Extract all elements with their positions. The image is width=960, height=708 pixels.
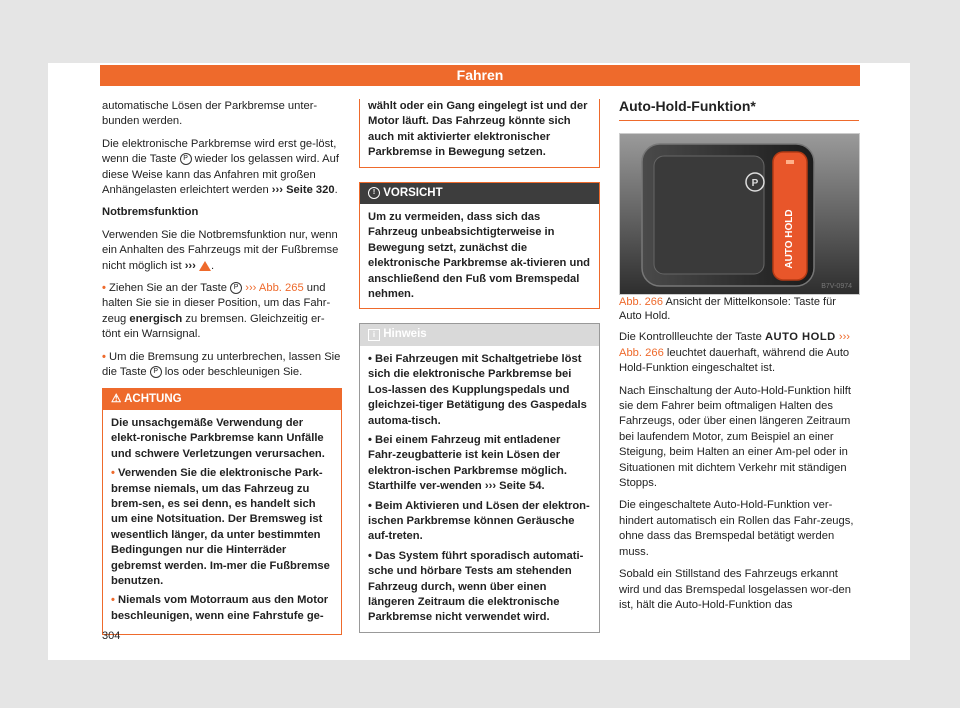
subtitle: Notbremsfunktion	[102, 206, 199, 219]
note-title: Hinweis	[383, 328, 427, 341]
caption-text: Ansicht der Mittelkonsole: Taste für Auto Hold.	[619, 296, 836, 323]
figure-code: B7V-0974	[821, 283, 852, 291]
list-item	[102, 281, 342, 343]
list-item	[368, 499, 591, 545]
column-1	[102, 99, 342, 635]
paragraph: automatische Lösen der Parkbremse unter-bunden werden.	[102, 100, 318, 128]
bullet-icon: •	[102, 350, 106, 363]
page-reference-link[interactable]: ››› Seite 320	[271, 184, 335, 197]
note-box-header	[360, 324, 599, 345]
text: Um die Bremsung zu unterbrechen, lassen Sie die Taste	[102, 350, 341, 379]
reference-arrow: ›››	[184, 259, 196, 272]
paragraph: Verwenden Sie die Notbremsfunktion nur, wenn ein Anhalten des Fahrzeugs mit der Fußbremse nicht möglich ist ››› .	[102, 228, 339, 272]
text: Bei einem Fahrzeug mit entladener Fahr-zeugbatterie ist kein Lösen der elektron-ischen Parkbremse möglich. Starthilfe ver-wenden	[368, 433, 567, 493]
list-item	[368, 352, 591, 429]
bullet-icon: •	[102, 282, 106, 295]
figure-autohold-console	[619, 133, 860, 295]
paragraph: Sobald ein Stillstand des Fahrzeugs erkannt wird und das Bremspedal losgelassen wor-den ist, hält die Auto-Hold-Funktion das	[619, 568, 851, 611]
caution-title: VORSICHT	[383, 186, 443, 199]
column-3	[619, 99, 859, 620]
warning-box	[102, 388, 342, 636]
warning-box-continuation	[359, 99, 600, 168]
caution-box-body	[360, 204, 599, 308]
page-reference-link[interactable]: ››› Seite 54	[484, 480, 542, 493]
paragraph	[619, 330, 859, 376]
bullet-icon: •	[111, 467, 115, 480]
caution-box-header	[360, 183, 599, 204]
text: Niemals vom Motorraum aus den Motor beschleunigen, wenn eine Fahrstufe ge-	[111, 594, 329, 622]
text: Verwenden Sie die elektronische Park-bremse niemals, um das Fahrzeug zu brem-sen, es sei denn, es handelt sich um eine Notsituation. Der Bremsweg ist wesentlich länger, da unter bestimmten Bedingungen nur die Hinterräder gebremst werden. Im-mer die Fußbremse benutzen.	[111, 467, 330, 587]
text: Ziehen Sie an der Taste	[109, 282, 227, 295]
warning-box-body	[103, 410, 341, 634]
text: wieder los gelassen wird. Auf diese Weise kann das Anfahren mit großen Anhängelasten erleichtert werden	[102, 153, 339, 197]
list-item	[368, 549, 591, 626]
warning-icon	[199, 261, 211, 271]
parking-brake-icon: P	[150, 366, 162, 378]
section-title: Auto-Hold-Funktion*	[619, 99, 859, 121]
bullet-icon: •	[368, 352, 372, 365]
list-item: • Bei einem Fahrzeug mit entladener Fahr-zeugbatterie ist kein Lösen der elektron-ischen Parkbremse möglich. Starthilfe ver-wenden ››› Seite 54.	[368, 433, 567, 493]
figure-reference-link[interactable]: ››› Abb. 266	[619, 331, 851, 359]
bullet-icon: •	[111, 594, 115, 607]
caution-box	[359, 182, 600, 310]
figure-number: Abb. 266	[619, 296, 664, 309]
list-item	[111, 466, 333, 589]
figure-reference-link[interactable]: ››› Abb. 265	[245, 282, 304, 295]
column-2	[359, 99, 600, 633]
caution-icon: !	[368, 187, 380, 199]
bullet-icon: •	[368, 499, 372, 512]
text: Verwenden Sie die Notbremsfunktion nur, wenn ein Anhalten des Fahrzeugs mit der Fußbremse nicht möglich ist	[102, 228, 339, 272]
warning-box-header	[103, 389, 341, 410]
bullet-icon: •	[368, 549, 372, 562]
console-illustration	[620, 134, 859, 294]
info-icon: i	[368, 329, 380, 341]
paragraph: Nach Einschaltung der Auto-Hold-Funktion hilft sie dem Fahrer beim oftmaligen Halten des Fahrzeugs, oder über einen längeren Zeitraum bei laufendem Motor, zum Beispiel an einer Steigung, beim Halten an einer Am-pel oder in Situationen mit dichtem Verkehr mit ständigen Stopps.	[619, 384, 851, 490]
paragraph: Die elektronische Parkbremse wird erst ge-löst, wenn die Taste P wieder los gelassen wird. Auf diese Weise kann das Anfahren mit großen Anhängelasten erleichtert werden ››› Seite 320.	[102, 137, 339, 197]
list-item	[102, 350, 342, 381]
text: Bei Fahrzeugen mit Schaltgetriebe löst sich die elektronische Parkbremse bei Los-lassen des Kupplungspedals und gleichzei-tiger Betätigung des Gaspedals automa-tisch.	[368, 352, 587, 427]
note-box-body	[360, 346, 599, 632]
text: leuchtet dauerhaft, während die Auto Hold-Funktion eingeschaltet ist.	[619, 346, 850, 375]
parking-brake-icon: P	[180, 153, 192, 165]
paragraph: Die eingeschaltete Auto-Hold-Funktion ver-hindert automatisch ein Rollen das Fahr-zeugs, ohne dass das Bremspedal betätigt werden muss.	[619, 499, 854, 558]
paragraph: wählt oder ein Gang eingelegt ist und der Motor läuft. Das Fahrzeug könnte sich auch mit aktivierter elektronischer Parkbremse in Bewegung setzen.	[368, 100, 588, 159]
autohold-button-label: AUTO HOLD	[784, 209, 795, 270]
autohold-key-label: AUTO HOLD	[764, 331, 836, 344]
paragraph: Um zu vermeiden, dass sich das Fahrzeug unbeabsichtigterweise in Bewegung setzt, zunächst die elektronische Parkbremse ak-tivieren und anschließend den Fuß vom Bremspedal nehmen.	[368, 211, 590, 301]
bullet-icon: •	[368, 433, 372, 446]
text: los oder beschleunigen Sie.	[164, 366, 303, 379]
text: und halten Sie sie in dieser Position, um das Fahr-zeug	[102, 282, 331, 325]
paragraph: Die unsachgemäße Verwendung der elekt-ronische Parkbremse kann Unfälle und schwere Verletzungen verursachen.	[111, 416, 325, 460]
text: zu bremsen. Gleichzeitig er-tönt ein Warnsignal.	[102, 312, 325, 341]
parking-brake-icon: P	[230, 282, 242, 294]
warning-triangle-icon: ⚠	[111, 392, 122, 405]
page-header: Fahren	[100, 65, 860, 86]
list-item	[111, 593, 333, 624]
warning-title: ACHTUNG	[124, 392, 182, 405]
emphasis: energisch	[129, 312, 183, 325]
svg-text:P: P	[751, 178, 759, 190]
text: Das System führt sporadisch automati-sche und hörbare Tests am stehenden Fahrzeug durch, wenn über einen längeren Zeitraum die elektronische Parkbremse nicht verwendet wird.	[368, 549, 584, 624]
text: Beim Aktivieren und Lösen der elektron-ischen Parkbremse können Geräusche auf-treten.	[368, 499, 590, 543]
text: Die Kontrollleuchte der Taste	[619, 331, 762, 344]
page-number: 304	[102, 630, 121, 642]
text: Die elektronische Parkbremse wird erst ge-löst, wenn die Taste	[102, 137, 337, 166]
note-box	[359, 323, 600, 632]
figure-caption	[619, 295, 859, 323]
